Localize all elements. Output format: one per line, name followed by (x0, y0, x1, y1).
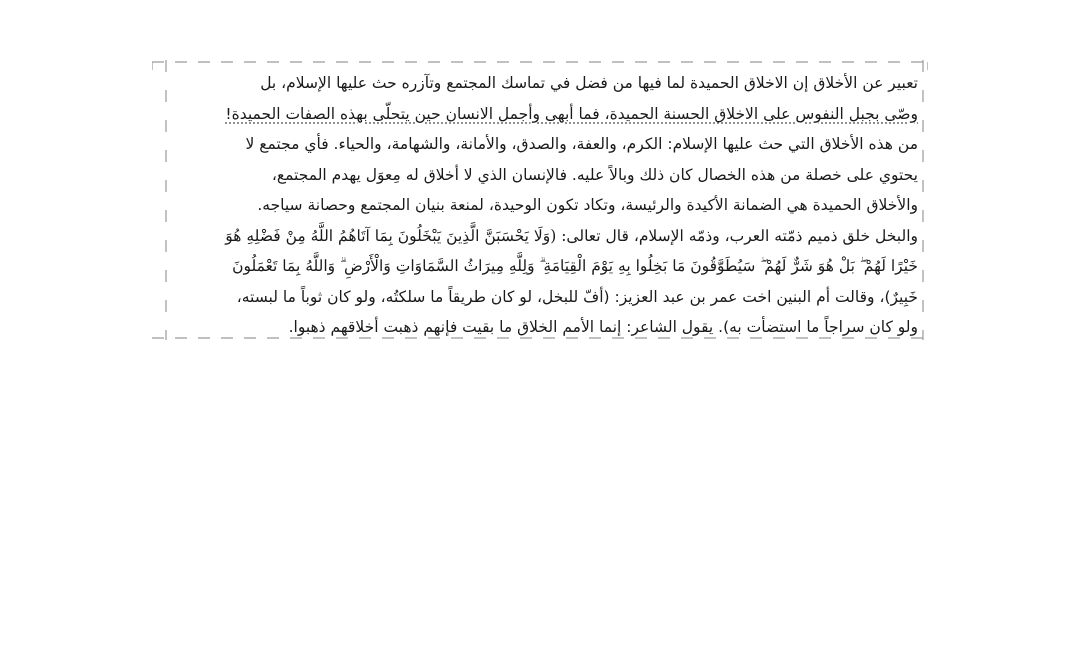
text-line-5: والأخلاق الحميدة هي الضمانة الأكيدة والرئيسة، وتكاد تكون الوحيدة، لمنعة بنيان المجتمع وحصانة سياجه. (257, 196, 918, 214)
text-line-1: تعبير عن الأخلاق إن الاخلاق الحميدة لما فيها من فضل في تماسك المجتمع وتآزره حث عليها الإسلام، بل (260, 74, 918, 92)
text-line-8: خَبِيرٌ)، وقالت أم البنين اخت عمر بن عبد العزيز: (أفّ للبخل، لو كان طريقاً ما سلكتُه، ولو كان ثوباً ما لبسته، (236, 287, 918, 306)
text-line-9: ولو كان سراجاً ما استضأت به). يقول الشاعر: إنما الأمم الخلاق ما بقيت فإنهم ذهبت أخلاقهم ذهبوا. (288, 318, 918, 336)
text-line-7: خَيْرًا لَهُمْ ۖ بَلْ هُوَ شَرٌّ لَهُمْ ۖ سَيُطَوَّقُونَ مَا بَخِلُوا بِهِ يَوْمَ الْقِيَامَةِ ۗ وَلِلَّهِ مِيرَاثُ السَّمَاوَاتِ وَالْأَرْضِ ۗ وَاللَّهُ بِمَا تَعْمَلُونَ (232, 257, 918, 275)
text-line-4: يحتوي على خصلة من هذه الخصال كان ذلك وبالاً عليه. فالإنسان الذي لا أخلاق له مِعوَل يهدم المجتمع، (271, 165, 918, 184)
text-line-3: من هذه الأخلاق التي حث عليها الإسلام: الكرم، والعفة، والصدق، والأمانة، والشهامة، والحياء. فأي مجتمع لا (245, 135, 918, 153)
text-line-6: والبخل خلق ذميم ذمّته العرب، وذمّه الإسلام، قال تعالى: (وَلَا يَحْسَبَنَّ الَّذِينَ يَبْخَلُونَ بِمَا آتَاهُمُ اللَّهُ مِنْ فَضْلِهِ هُوَ (225, 226, 918, 245)
article-body (174, 68, 918, 343)
text-line-2: وصّى بجبل النفوس على الاخلاق الحسنة الحميدة، فما أبهى وأجمل الانسان حين يتحلّى بهذه الصفات الحميدة! (225, 104, 918, 123)
